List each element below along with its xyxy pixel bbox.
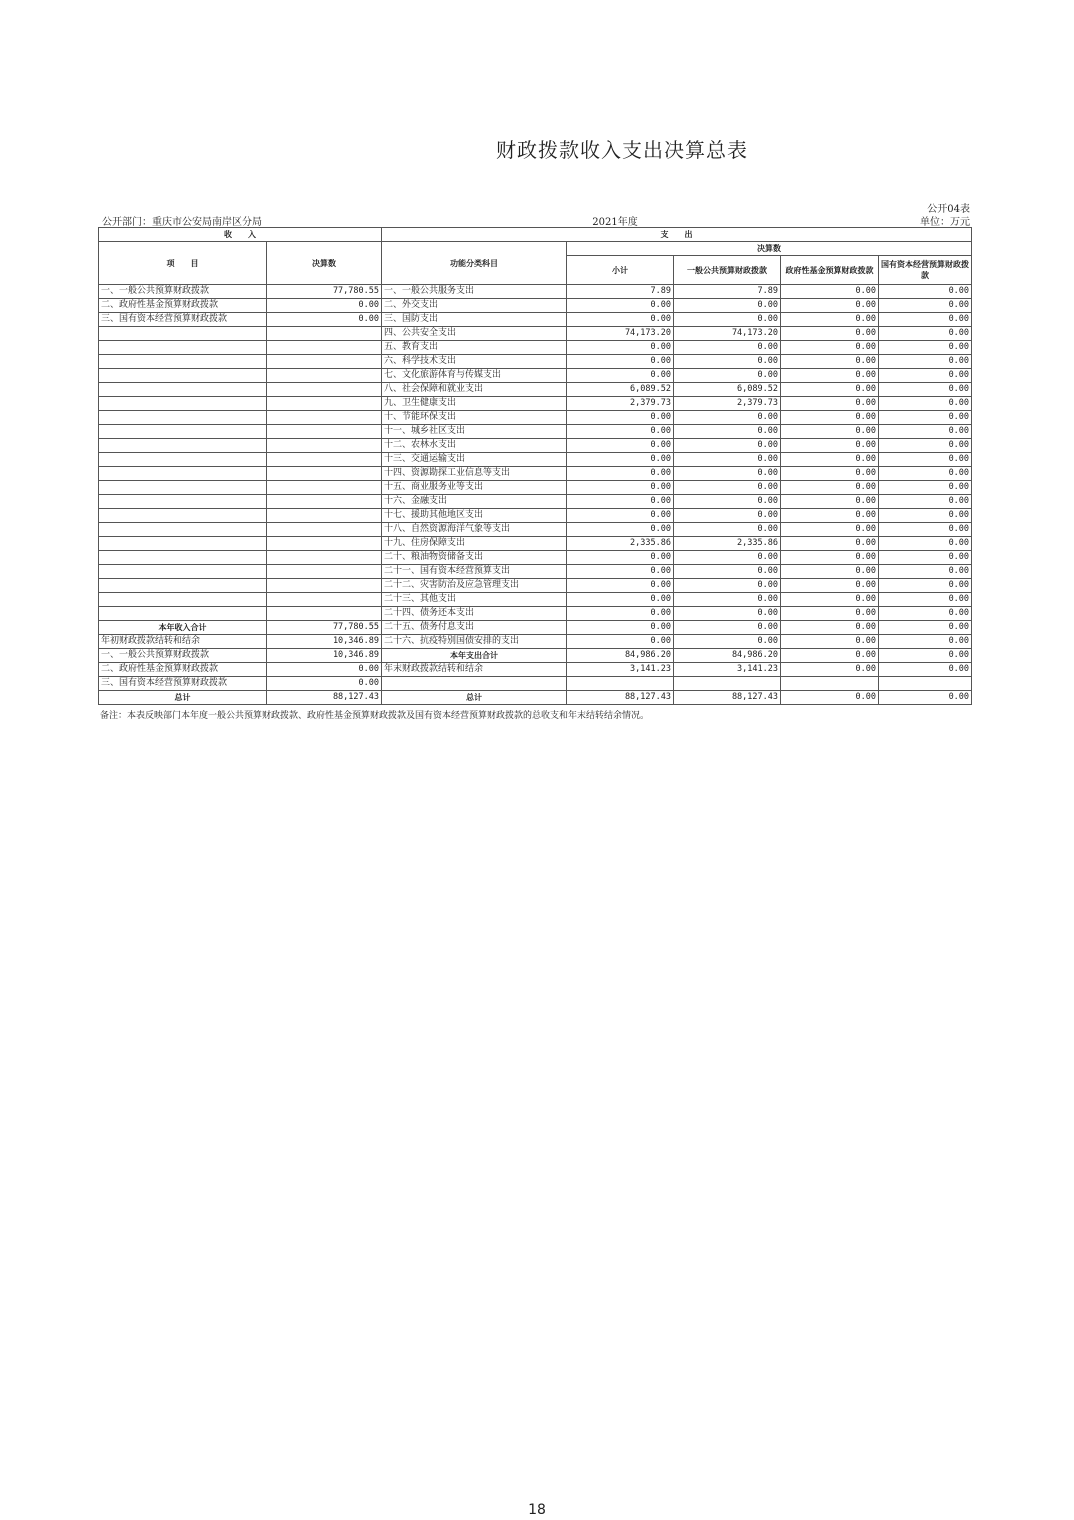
income-header: 收 入 xyxy=(99,228,382,242)
state-capital-value: 0.00 xyxy=(879,593,972,607)
income-item: 一、一般公共预算财政拨款 xyxy=(99,649,267,663)
gov-fund-value: 0.00 xyxy=(781,383,879,397)
general-budget-value: 0.00 xyxy=(674,481,781,495)
gov-fund-value: 0.00 xyxy=(781,621,879,635)
general-budget-value: 0.00 xyxy=(674,509,781,523)
expense-item: 十七、援助其他地区支出 xyxy=(382,509,567,523)
subtotal-value: 0.00 xyxy=(567,299,674,313)
general-budget-value: 88,127.43 xyxy=(674,691,781,705)
gov-fund-value: 0.00 xyxy=(781,453,879,467)
state-capital-value: 0.00 xyxy=(879,551,972,565)
income-item xyxy=(99,523,267,537)
expense-item: 十九、住房保障支出 xyxy=(382,537,567,551)
gov-fund-value: 0.00 xyxy=(781,327,879,341)
general-budget-value: 0.00 xyxy=(674,635,781,649)
income-item xyxy=(99,537,267,551)
general-budget-value: 84,986.20 xyxy=(674,649,781,663)
general-budget-value: 0.00 xyxy=(674,523,781,537)
table-row xyxy=(99,579,972,593)
subtotal-value: 0.00 xyxy=(567,313,674,327)
state-capital-value: 0.00 xyxy=(879,663,972,677)
expense-item: 六、科学技术支出 xyxy=(382,355,567,369)
expense-item: 十八、自然资源海洋气象等支出 xyxy=(382,523,567,537)
gov-fund-value: 0.00 xyxy=(781,551,879,565)
expense-item: 年末财政拨款结转和结余 xyxy=(382,663,567,677)
general-budget-value: 0.00 xyxy=(674,607,781,621)
state-capital-value: 0.00 xyxy=(879,649,972,663)
income-item xyxy=(99,593,267,607)
income-amount xyxy=(267,355,382,369)
gov-fund-value: 0.00 xyxy=(781,285,879,299)
expense-item xyxy=(382,677,567,691)
table-row xyxy=(99,341,972,355)
income-item: 总计 xyxy=(99,691,267,705)
subtotal-value: 0.00 xyxy=(567,467,674,481)
expense-item: 二、外交支出 xyxy=(382,299,567,313)
income-amount xyxy=(267,607,382,621)
expense-item: 九、卫生健康支出 xyxy=(382,397,567,411)
state-capital-value: 0.00 xyxy=(879,579,972,593)
table-row xyxy=(99,635,972,649)
subtotal-value: 0.00 xyxy=(567,453,674,467)
table-row xyxy=(99,551,972,565)
subtotal-value: 7.89 xyxy=(567,285,674,299)
subtotal-value: 0.00 xyxy=(567,439,674,453)
state-capital-value: 0.00 xyxy=(879,355,972,369)
expense-item: 二十五、债务付息支出 xyxy=(382,621,567,635)
income-item xyxy=(99,551,267,565)
table-row xyxy=(99,369,972,383)
income-item xyxy=(99,439,267,453)
expense-item: 二十六、抗疫特别国债安排的支出 xyxy=(382,635,567,649)
subtotal-value xyxy=(567,677,674,691)
expense-item: 总计 xyxy=(382,691,567,705)
income-item: 二、政府性基金预算财政拨款 xyxy=(99,663,267,677)
table-row xyxy=(99,383,972,397)
table-code: 公开04表 xyxy=(927,204,970,215)
gov-fund-value: 0.00 xyxy=(781,425,879,439)
subtotal-value: 0.00 xyxy=(567,635,674,649)
table-row xyxy=(99,425,972,439)
state-capital-value: 0.00 xyxy=(879,621,972,635)
expense-item: 本年支出合计 xyxy=(382,649,567,663)
income-amount xyxy=(267,565,382,579)
state-capital-value: 0.00 xyxy=(879,397,972,411)
expense-item: 二十二、灾害防治及应急管理支出 xyxy=(382,579,567,593)
income-item: 本年收入合计 xyxy=(99,621,267,635)
page-title: 财政拨款收入支出决算总表 xyxy=(496,138,748,162)
income-item xyxy=(99,495,267,509)
state-capital-value: 0.00 xyxy=(879,691,972,705)
income-amount xyxy=(267,383,382,397)
func-class-header: 功能分类科目 xyxy=(382,242,567,285)
subtotal-value: 0.00 xyxy=(567,565,674,579)
state-capital-value: 0.00 xyxy=(879,425,972,439)
general-budget-value: 74,173.20 xyxy=(674,327,781,341)
table-row xyxy=(99,299,972,313)
table-row xyxy=(99,509,972,523)
income-amount xyxy=(267,467,382,481)
gov-fund-value: 0.00 xyxy=(781,523,879,537)
general-budget-value: 6,089.52 xyxy=(674,383,781,397)
state-capital-value: 0.00 xyxy=(879,565,972,579)
expense-item: 二十、粮油物资储备支出 xyxy=(382,551,567,565)
table-row xyxy=(99,439,972,453)
state-capital-value: 0.00 xyxy=(879,369,972,383)
state-capital-value: 0.00 xyxy=(879,383,972,397)
gov-fund-value: 0.00 xyxy=(781,509,879,523)
state-capital-value: 0.00 xyxy=(879,299,972,313)
income-item: 二、政府性基金预算财政拨款 xyxy=(99,299,267,313)
income-amount xyxy=(267,537,382,551)
table-row xyxy=(99,285,972,299)
table-row xyxy=(99,481,972,495)
subtotal-value: 0.00 xyxy=(567,621,674,635)
table-row xyxy=(99,607,972,621)
gov-fund-value: 0.00 xyxy=(781,649,879,663)
table-row xyxy=(99,467,972,481)
state-capital-value: 0.00 xyxy=(879,313,972,327)
income-amount: 0.00 xyxy=(267,677,382,691)
year-label: 2021年度 xyxy=(592,217,638,228)
subtotal-value: 2,379.73 xyxy=(567,397,674,411)
gov-fund-value: 0.00 xyxy=(781,481,879,495)
income-amount: 0.00 xyxy=(267,663,382,677)
general-budget-value: 0.00 xyxy=(674,313,781,327)
gov-fund-value: 0.00 xyxy=(781,579,879,593)
general-budget-value: 0.00 xyxy=(674,593,781,607)
subtotal-value: 0.00 xyxy=(567,579,674,593)
income-amount xyxy=(267,593,382,607)
expense-item: 一、一般公共服务支出 xyxy=(382,285,567,299)
income-amount xyxy=(267,439,382,453)
final-amount-header: 决算数 xyxy=(267,242,382,285)
general-budget-value: 0.00 xyxy=(674,621,781,635)
expense-item: 四、公共安全支出 xyxy=(382,327,567,341)
subtotal-value: 0.00 xyxy=(567,411,674,425)
subtotal-value: 0.00 xyxy=(567,481,674,495)
expense-item: 十一、城乡社区支出 xyxy=(382,425,567,439)
general-budget-value: 3,141.23 xyxy=(674,663,781,677)
income-item xyxy=(99,383,267,397)
table-meta xyxy=(100,213,970,227)
income-amount xyxy=(267,369,382,383)
gov-fund-value: 0.00 xyxy=(781,341,879,355)
general-budget-value: 0.00 xyxy=(674,453,781,467)
income-item xyxy=(99,369,267,383)
general-budget-value: 0.00 xyxy=(674,369,781,383)
table-row xyxy=(99,495,972,509)
expense-item: 十、节能环保支出 xyxy=(382,411,567,425)
general-budget-value: 0.00 xyxy=(674,565,781,579)
table-row xyxy=(99,621,972,635)
income-item: 三、国有资本经营预算财政拨款 xyxy=(99,313,267,327)
table-row xyxy=(99,649,972,663)
gov-fund-value: 0.00 xyxy=(781,607,879,621)
expense-item: 八、社会保障和就业支出 xyxy=(382,383,567,397)
income-item xyxy=(99,467,267,481)
subtotal-value: 74,173.20 xyxy=(567,327,674,341)
subtotal-value: 0.00 xyxy=(567,593,674,607)
general-budget-value xyxy=(674,677,781,691)
income-item xyxy=(99,579,267,593)
gov-fund-value: 0.00 xyxy=(781,397,879,411)
table-row xyxy=(99,593,972,607)
subtotal-value: 0.00 xyxy=(567,551,674,565)
income-amount xyxy=(267,341,382,355)
general-budget-header: 一般公共预算财政拨款 xyxy=(674,256,781,285)
subtotal-value: 84,986.20 xyxy=(567,649,674,663)
table-row xyxy=(99,453,972,467)
subtotal-value: 6,089.52 xyxy=(567,383,674,397)
state-capital-value: 0.00 xyxy=(879,285,972,299)
expense-item: 二十三、其他支出 xyxy=(382,593,567,607)
state-capital-value: 0.00 xyxy=(879,453,972,467)
subtotal-value: 0.00 xyxy=(567,355,674,369)
income-item xyxy=(99,355,267,369)
gov-fund-value: 0.00 xyxy=(781,635,879,649)
gov-fund-value: 0.00 xyxy=(781,313,879,327)
gov-fund-value: 0.00 xyxy=(781,299,879,313)
general-budget-value: 0.00 xyxy=(674,425,781,439)
general-budget-value: 7.89 xyxy=(674,285,781,299)
subtotal-value: 0.00 xyxy=(567,495,674,509)
income-amount: 10,346.89 xyxy=(267,635,382,649)
income-amount: 0.00 xyxy=(267,299,382,313)
income-item xyxy=(99,607,267,621)
income-item: 年初财政拨款结转和结余 xyxy=(99,635,267,649)
gov-fund-value: 0.00 xyxy=(781,691,879,705)
expense-item: 十五、商业服务业等支出 xyxy=(382,481,567,495)
table-row xyxy=(99,313,972,327)
general-budget-value: 0.00 xyxy=(674,355,781,369)
table-row xyxy=(99,565,972,579)
unit-label: 单位：万元 xyxy=(920,217,970,228)
gov-fund-value: 0.00 xyxy=(781,495,879,509)
item-header: 项 目 xyxy=(99,242,267,285)
general-budget-value: 2,335.86 xyxy=(674,537,781,551)
state-capital-value: 0.00 xyxy=(879,411,972,425)
income-amount xyxy=(267,481,382,495)
income-item xyxy=(99,453,267,467)
subtotal-value: 0.00 xyxy=(567,425,674,439)
table-row xyxy=(99,537,972,551)
general-budget-value: 0.00 xyxy=(674,299,781,313)
income-amount xyxy=(267,523,382,537)
expense-item: 二十一、国有资本经营预算支出 xyxy=(382,565,567,579)
general-budget-value: 0.00 xyxy=(674,551,781,565)
general-budget-value: 0.00 xyxy=(674,341,781,355)
gov-fund-value: 0.00 xyxy=(781,355,879,369)
state-capital-value: 0.00 xyxy=(879,523,972,537)
income-amount xyxy=(267,551,382,565)
table-row xyxy=(99,327,972,341)
income-item xyxy=(99,341,267,355)
income-item xyxy=(99,481,267,495)
subtotal-value: 88,127.43 xyxy=(567,691,674,705)
income-amount: 77,780.55 xyxy=(267,285,382,299)
state-capital-value: 0.00 xyxy=(879,467,972,481)
general-budget-value: 2,379.73 xyxy=(674,397,781,411)
income-amount xyxy=(267,411,382,425)
final-group-header: 决算数 xyxy=(567,242,972,256)
department-label: 公开部门：重庆市公安局南岸区分局 xyxy=(102,217,262,228)
income-amount xyxy=(267,495,382,509)
general-budget-value: 0.00 xyxy=(674,411,781,425)
income-amount xyxy=(267,453,382,467)
gov-fund-value: 0.00 xyxy=(781,663,879,677)
footnote: 备注：本表反映部门本年度一般公共预算财政拨款、政府性基金预算财政拨款及国有资本经营预算财政拨款的总收支和年末结转结余情况。 xyxy=(100,711,650,721)
income-amount xyxy=(267,509,382,523)
income-amount: 77,780.55 xyxy=(267,621,382,635)
income-item: 一、一般公共预算财政拨款 xyxy=(99,285,267,299)
table-body xyxy=(99,285,972,705)
income-amount: 0.00 xyxy=(267,313,382,327)
finance-table xyxy=(98,227,972,705)
gov-fund-value: 0.00 xyxy=(781,565,879,579)
general-budget-value: 0.00 xyxy=(674,579,781,593)
expense-item: 十二、农林水支出 xyxy=(382,439,567,453)
general-budget-value: 0.00 xyxy=(674,467,781,481)
income-item xyxy=(99,509,267,523)
state-capital-value: 0.00 xyxy=(879,439,972,453)
subtotal-value: 0.00 xyxy=(567,341,674,355)
general-budget-value: 0.00 xyxy=(674,495,781,509)
income-amount xyxy=(267,327,382,341)
expense-item: 十三、交通运输支出 xyxy=(382,453,567,467)
expense-item: 二十四、债务还本支出 xyxy=(382,607,567,621)
expense-item: 七、文化旅游体育与传媒支出 xyxy=(382,369,567,383)
state-capital-value: 0.00 xyxy=(879,509,972,523)
page-number: 18 xyxy=(528,1502,546,1518)
state-capital-value: 0.00 xyxy=(879,341,972,355)
expense-item: 十四、资源勘探工业信息等支出 xyxy=(382,467,567,481)
income-item xyxy=(99,411,267,425)
table-row xyxy=(99,523,972,537)
state-capital-value: 0.00 xyxy=(879,327,972,341)
income-amount: 88,127.43 xyxy=(267,691,382,705)
income-item xyxy=(99,327,267,341)
gov-fund-value: 0.00 xyxy=(781,537,879,551)
gov-fund-value: 0.00 xyxy=(781,439,879,453)
table-row xyxy=(99,677,972,691)
state-capital-value: 0.00 xyxy=(879,537,972,551)
state-capital-header: 国有资本经营预算财政拨款 xyxy=(879,256,972,285)
income-amount xyxy=(267,425,382,439)
gov-fund-header: 政府性基金预算财政拨款 xyxy=(781,256,879,285)
income-item xyxy=(99,425,267,439)
gov-fund-value: 0.00 xyxy=(781,411,879,425)
income-amount xyxy=(267,397,382,411)
gov-fund-value: 0.00 xyxy=(781,369,879,383)
income-item: 三、国有资本经营预算财政拨款 xyxy=(99,677,267,691)
table-row xyxy=(99,355,972,369)
gov-fund-value xyxy=(781,677,879,691)
state-capital-value: 0.00 xyxy=(879,607,972,621)
gov-fund-value: 0.00 xyxy=(781,467,879,481)
income-amount: 10,346.89 xyxy=(267,649,382,663)
state-capital-value xyxy=(879,677,972,691)
income-item xyxy=(99,397,267,411)
table-row xyxy=(99,411,972,425)
expense-item: 三、国防支出 xyxy=(382,313,567,327)
expense-header: 支 出 xyxy=(382,228,972,242)
state-capital-value: 0.00 xyxy=(879,495,972,509)
subtotal-value: 0.00 xyxy=(567,369,674,383)
income-item xyxy=(99,565,267,579)
subtotal-value: 3,141.23 xyxy=(567,663,674,677)
table-row xyxy=(99,691,972,705)
expense-item: 五、教育支出 xyxy=(382,341,567,355)
table-row xyxy=(99,397,972,411)
subtotal-value: 0.00 xyxy=(567,523,674,537)
income-amount xyxy=(267,579,382,593)
subtotal-value: 0.00 xyxy=(567,509,674,523)
table-row xyxy=(99,663,972,677)
subtotal-value: 0.00 xyxy=(567,607,674,621)
gov-fund-value: 0.00 xyxy=(781,593,879,607)
subtotal-header: 小计 xyxy=(567,256,674,285)
state-capital-value: 0.00 xyxy=(879,635,972,649)
state-capital-value: 0.00 xyxy=(879,481,972,495)
subtotal-value: 2,335.86 xyxy=(567,537,674,551)
expense-item: 十六、金融支出 xyxy=(382,495,567,509)
general-budget-value: 0.00 xyxy=(674,439,781,453)
